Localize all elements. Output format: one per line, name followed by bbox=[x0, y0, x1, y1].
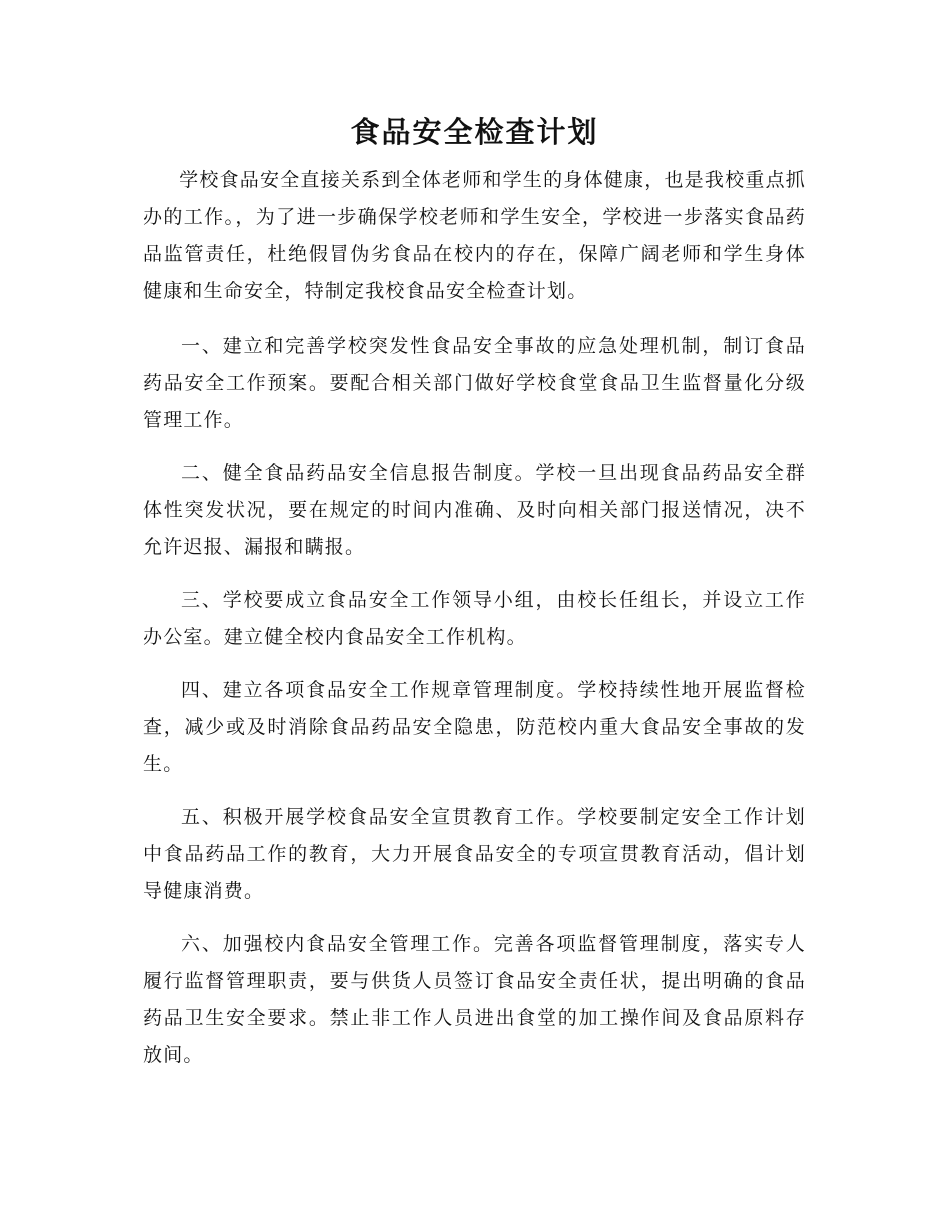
document-page bbox=[143, 112, 806, 1090]
section-6-paragraph: 六、加强校内食品安全管理工作。完善各项监督管理制度，落实专人履行监督管理职责，要与供货人员签订食品安全责任状，提出明确的食品药品卫生安全要求。禁止非工作人员进出食堂的加工操作间及食品原料存放间。 bbox=[143, 933, 806, 1066]
document-title: 食品安全检查计划 bbox=[350, 115, 599, 149]
section-1-paragraph: 一、建立和完善学校突发性食品安全事故的应急处理机制，制订食品药品安全工作预案。要配合相关部门做好学校食堂食品卫生监督量化分级管理工作。 bbox=[143, 335, 806, 431]
section-5-paragraph: 五、积极开展学校食品安全宣贯教育工作。学校要制定安全工作计划中食品药品工作的教育，大力开展食品安全的专项宣贯教育活动，倡计划导健康消费。 bbox=[143, 806, 806, 902]
section-3-paragraph: 三、学校要成立食品安全工作领导小组，由校长任组长，并设立工作办公室。建立健全校内食品安全工作机构。 bbox=[143, 589, 806, 648]
section-2-paragraph: 二、健全食品药品安全信息报告制度。学校一旦出现食品药品安全群体性突发状况，要在规定的时间内准确、及时向相关部门报送情况，决不允许迟报、漏报和瞒报。 bbox=[143, 462, 806, 558]
intro-paragraph: 学校食品安全直接关系到全体老师和学生的身体健康，也是我校重点抓办的工作。，为了进一步确保学校老师和学生安全，学校进一步落实食品药品监管责任，杜绝假冒伪劣食品在校内的存在，保障广阔老师和学生身体健康和生命安全，特制定我校食品安全检查计划。 bbox=[143, 169, 806, 302]
section-4-paragraph: 四、建立各项食品安全工作规章管理制度。学校持续性地开展监督检查，减少或及时消除食品药品安全隐患，防范校内重大食品安全事故的发生。 bbox=[143, 679, 806, 775]
